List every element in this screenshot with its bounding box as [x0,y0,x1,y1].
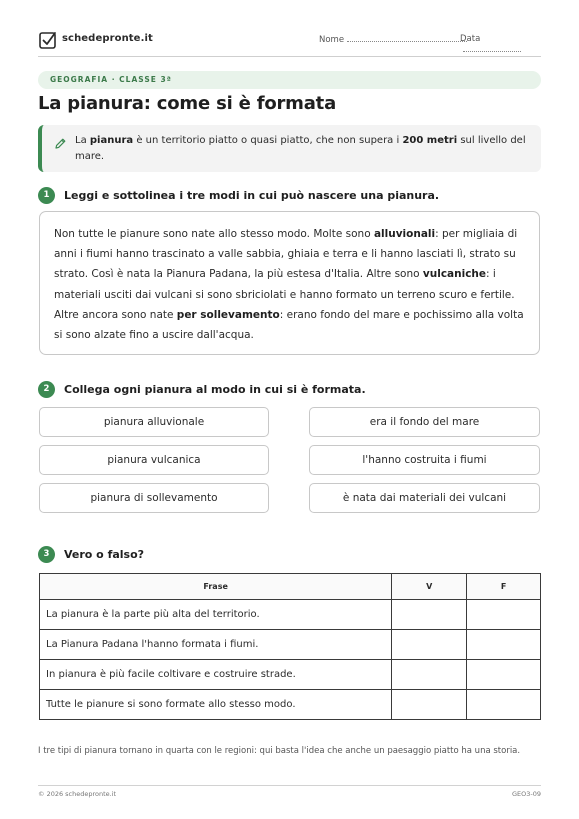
column-header-frase: Frase [40,574,392,600]
pencil-icon [54,137,67,150]
match-left-item[interactable]: pianura alluvionale [39,407,269,437]
definition-height: 200 metri [402,135,458,146]
section-3-instruction: Vero o falso? [64,548,145,561]
date-field[interactable] [460,34,541,55]
page-header [38,29,541,53]
match-right-item[interactable]: era il fondo del mare [309,407,540,437]
definition-text: La pianura è un territorio piatto o quasi piatto, che non supera i 200 metri sul livello del mare. [75,135,526,162]
column-header-f: F [467,574,541,600]
match-left-item[interactable]: pianura vulcanica [39,445,269,475]
subject-tag [38,71,541,89]
section-2-number: 2 [38,381,55,398]
statement-cell: La Pianura Padana l'hanno formata i fiumi. [40,630,392,660]
reading-box [39,211,540,355]
name-label: Nome [319,35,345,45]
section-1-number: 1 [38,187,55,204]
true-answer-cell[interactable] [392,690,467,720]
subject-tag-label: GEOGRAFIA · CLASSE 3ª [50,75,172,84]
match-right-item[interactable]: l'hanno costruita i fiumi [309,445,540,475]
checkbox-logo-icon [39,30,57,50]
page-title: La pianura: come si è formata [38,93,337,114]
reading-text[interactable]: Non tutte le pianure sono nate allo stesso modo. Molte sono alluvionali: per migliaia di anni i fiumi hanno trascinato a valle sabbia, ghiaia e terra e li hanno lasciati lì, strato su strato. Così è nata la Pianura Padana, la più estesa d'Italia. Altre sono vulcaniche: i materiali usciti dai vulcani si sono sbriciolati e hanno formato un terreno scuro e fertile. Altre ancora sono nate per sollevamento: erano fondo del mare e pochissimo alla volta si sono alzate fino a uscire dall'acqua. [54,228,524,342]
match-left-item[interactable]: pianura di sollevamento [39,483,269,513]
worksheet-code: GEO3-09 [511,790,541,798]
statement-cell: Tutte le pianure si sono formate allo stesso modo. [40,690,392,720]
keyword-sollevamento: per sollevamento [176,308,280,321]
statement-cell: In pianura è più facile coltivare e costruire strade. [40,660,392,690]
true-answer-cell[interactable] [392,660,467,690]
table-row [40,630,541,660]
worksheet-page [38,0,541,819]
false-answer-cell[interactable] [467,600,541,630]
true-false-table [39,573,541,720]
date-line[interactable] [463,44,521,52]
section-1-instruction: Leggi e sottolinea i tre modi in cui può nascere una pianura. [64,189,440,202]
keyword-alluvionali: alluvionali [373,228,436,240]
teacher-footnote: I tre tipi di pianura tornano in quarta con le regioni: qui basta l'idea che anche un paesaggio piatto ha una storia. [38,746,521,756]
name-field[interactable] [319,34,467,45]
match-right-item[interactable]: è nata dai materiali dei vulcani [309,483,540,513]
table-row [40,690,541,720]
keyword-vulcaniche: vulcaniche [422,268,487,281]
table-row [40,600,541,630]
false-answer-cell[interactable] [467,630,541,660]
brand-name: schedepronte.it [62,33,153,44]
false-answer-cell[interactable] [467,690,541,720]
statement-cell: La pianura è la parte più alta del territorio. [40,600,392,630]
date-label: Data [460,34,481,44]
copyright-text: © 2026 schedepronte.it [38,790,117,798]
column-header-v: V [392,574,467,600]
table-header-row [40,574,541,600]
section-2-instruction: Collega ogni pianura al modo in cui si è formata. [64,383,366,396]
true-answer-cell[interactable] [392,630,467,660]
definition-box [38,125,541,172]
true-answer-cell[interactable] [392,600,467,630]
footer-divider [38,785,541,786]
header-divider [38,56,541,57]
false-answer-cell[interactable] [467,660,541,690]
definition-term: pianura [89,135,134,146]
section-3-number: 3 [38,546,55,563]
name-line[interactable] [347,34,467,42]
table-row [40,660,541,690]
